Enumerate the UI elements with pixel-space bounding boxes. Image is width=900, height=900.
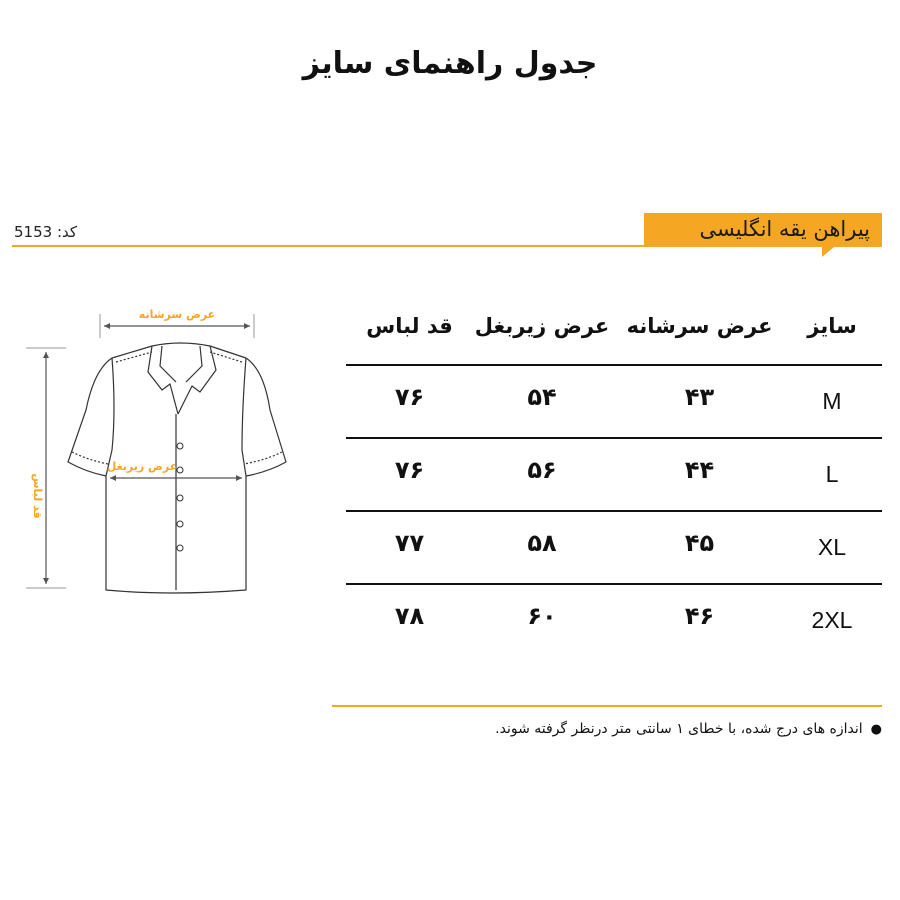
footer-divider: [332, 705, 882, 707]
measurement-note-text: اندازه های درج شده، با خطای ۱ سانتی متر درنظر گرفته شوند.: [495, 721, 863, 737]
chest-width-label: عرض زیربغل: [106, 460, 178, 473]
product-code: [14, 223, 77, 241]
table-row: [346, 364, 882, 437]
cell-length: ۷۶: [394, 456, 425, 484]
cell-shoulder: ۴۶: [684, 602, 715, 630]
cell-size: M: [822, 388, 842, 414]
table-row: [346, 437, 882, 510]
product-tag: [644, 213, 882, 247]
cell-shoulder: ۴۵: [684, 529, 715, 557]
page-title: جدول راهنمای سایز: [302, 46, 598, 81]
product-tag-label: پیراهن یقه انگلیسی: [699, 217, 870, 241]
header-length: قد لباس: [366, 314, 453, 338]
cell-length: ۷۸: [394, 602, 425, 630]
cell-size: L: [825, 461, 839, 487]
cell-size: XL: [817, 534, 847, 560]
table-row: [346, 510, 882, 583]
bullet-icon: ●: [870, 722, 882, 737]
product-tag-notch: [822, 247, 834, 257]
cell-size: 2XL: [811, 607, 853, 633]
shoulder-width-label: عرض سرشانه: [138, 308, 216, 321]
product-code-value: 5153: [14, 223, 53, 241]
length-label: قد لباس: [31, 473, 44, 519]
header-chest: عرض زیربغل: [474, 314, 610, 338]
cell-chest: ۵۴: [527, 383, 557, 411]
cell-shoulder: ۴۳: [684, 383, 715, 411]
size-table: [346, 300, 882, 656]
size-table-header: [346, 300, 882, 364]
cell-length: ۷۷: [394, 529, 425, 557]
measurement-note: [495, 721, 882, 737]
table-row: [346, 583, 882, 656]
cell-length: ۷۶: [394, 383, 425, 411]
cell-chest: ۵۶: [527, 456, 557, 484]
cell-shoulder: ۴۴: [684, 456, 715, 484]
header-size: سایز: [807, 314, 857, 338]
shirt-diagram: [20, 300, 310, 610]
cell-chest: ۶۰: [527, 602, 557, 630]
header-shoulder: عرض سرشانه: [626, 314, 773, 338]
cell-chest: ۵۸: [527, 529, 557, 557]
product-code-label: کد:: [56, 223, 78, 241]
